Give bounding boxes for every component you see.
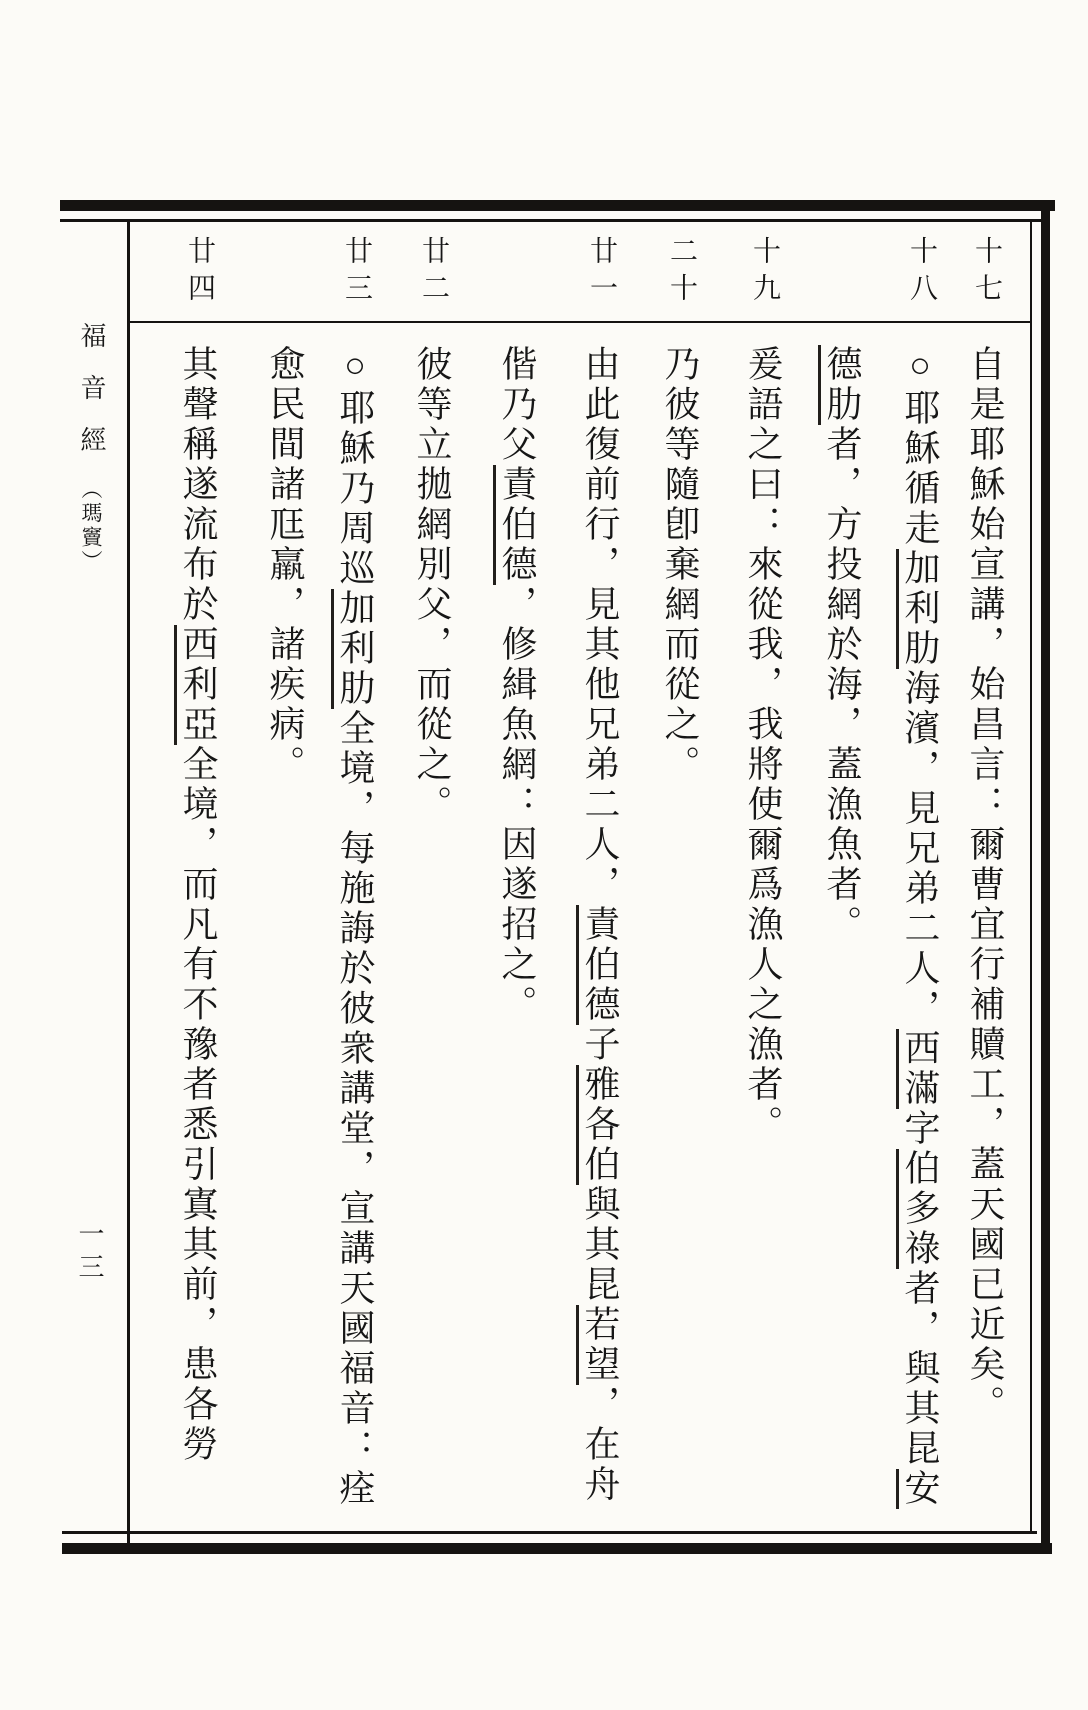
verse-text-segment: ○耶穌乃周巡 xyxy=(335,345,375,589)
proper-noun-john: 若望 xyxy=(576,1305,620,1385)
verse-18-column-2 xyxy=(820,345,864,1531)
verse-text-segment: 乃彼等隨卽棄網而從之。 xyxy=(660,345,700,785)
verse-number-18: 十八 xyxy=(906,236,937,310)
verse-text-segment: 全境，每施誨於彼衆講堂，宣講天國福音：痊 xyxy=(335,709,375,1509)
proper-noun-peter: 伯多祿 xyxy=(896,1149,940,1269)
verse-23-column-2 xyxy=(263,345,307,1531)
verse-text-segment: 全境，而凡有不豫者悉引寘其前，患各勞 xyxy=(178,745,218,1465)
verse-18-column-1 xyxy=(898,345,942,1531)
verse-number-21: 廿一 xyxy=(586,236,617,310)
verse-20-column xyxy=(658,345,702,1531)
verse-number-24: 廿四 xyxy=(184,236,215,310)
proper-noun-james: 雅各伯 xyxy=(576,1065,620,1185)
verse-text-segment: 偕乃父 xyxy=(497,345,537,465)
verse-text-segment: ，在舟 xyxy=(580,1385,620,1505)
proper-noun-galilee: 加利肋 xyxy=(896,549,940,669)
verse-17-column xyxy=(963,345,1007,1531)
verse-23-column-1 xyxy=(333,345,377,1531)
margin-title-sub: （瑪竇） xyxy=(79,478,103,574)
margin-book-title xyxy=(70,322,110,574)
verse-text-segment: 子 xyxy=(580,1025,620,1065)
proper-noun-simon: 西滿 xyxy=(896,1029,940,1109)
proper-noun-andrew-end: 德肋 xyxy=(818,345,862,425)
verse-number-19: 十九 xyxy=(749,236,780,310)
verse-text-segment: 其聲稱遂流布於 xyxy=(178,345,218,625)
margin-title-main: 福音經 xyxy=(77,322,106,478)
proper-noun-zebedee: 責伯德 xyxy=(493,465,537,585)
verse-number-23: 廿三 xyxy=(341,236,372,310)
frame-top-thin-rule xyxy=(60,219,1045,222)
verse-text-segment: 字 xyxy=(900,1109,940,1149)
frame-bottom-thick-rule xyxy=(62,1543,1052,1554)
verse-text-segment: 彼等立拋網別父，而從之。 xyxy=(412,345,452,825)
verse-text-segment: 由此復前行，見其他兄弟二人， xyxy=(580,345,620,905)
verse-21-column-2 xyxy=(495,345,539,1531)
proper-noun-andrew-start: 安 xyxy=(896,1469,940,1509)
frame-margin-divider-rule xyxy=(127,221,130,1545)
proper-noun-galilee: 加利肋 xyxy=(331,589,375,709)
verse-number-row-rule xyxy=(129,321,1032,323)
verse-19-column xyxy=(741,345,785,1531)
verse-number-17: 十七 xyxy=(971,236,1002,310)
verse-text-segment: 海濱，見兄弟二人， xyxy=(900,669,940,1029)
verse-21-column-1 xyxy=(578,345,622,1531)
verse-24-column xyxy=(176,345,220,1531)
proper-noun-zebedee: 責伯德 xyxy=(576,905,620,1025)
verse-text-segment: 愈民間諸尫羸，諸疾病。 xyxy=(265,345,305,785)
verse-text-segment: 者，與其昆 xyxy=(900,1269,940,1469)
page-number: 一三 xyxy=(75,1220,104,1286)
frame-top-thick-rule xyxy=(60,200,1055,211)
frame-bottom-thin-rule xyxy=(62,1531,1037,1534)
verse-text-segment: 與其昆 xyxy=(580,1185,620,1305)
verse-text-segment: 者，方投網於海，蓋漁魚者。 xyxy=(822,425,862,945)
verse-text-segment: 爰語之曰：來從我，我將使爾爲漁人之漁者。 xyxy=(743,345,783,1145)
verse-number-22: 廿二 xyxy=(418,236,449,310)
frame-right-thick-rule xyxy=(1041,200,1050,1554)
verse-text-segment: ○耶穌循走 xyxy=(900,345,940,549)
proper-noun-syria: 西利亞 xyxy=(174,625,218,745)
frame-right-thin-rule xyxy=(1030,221,1032,1533)
verse-text-segment: 自是耶穌始宣講，始昌言：爾曹宜行補贖工，蓋天國已近矣。 xyxy=(965,345,1005,1425)
verse-number-20: 二十 xyxy=(666,236,697,310)
verse-text-segment: ，修緝魚網：因遂招之。 xyxy=(497,585,537,1025)
verse-22-column xyxy=(410,345,454,1531)
